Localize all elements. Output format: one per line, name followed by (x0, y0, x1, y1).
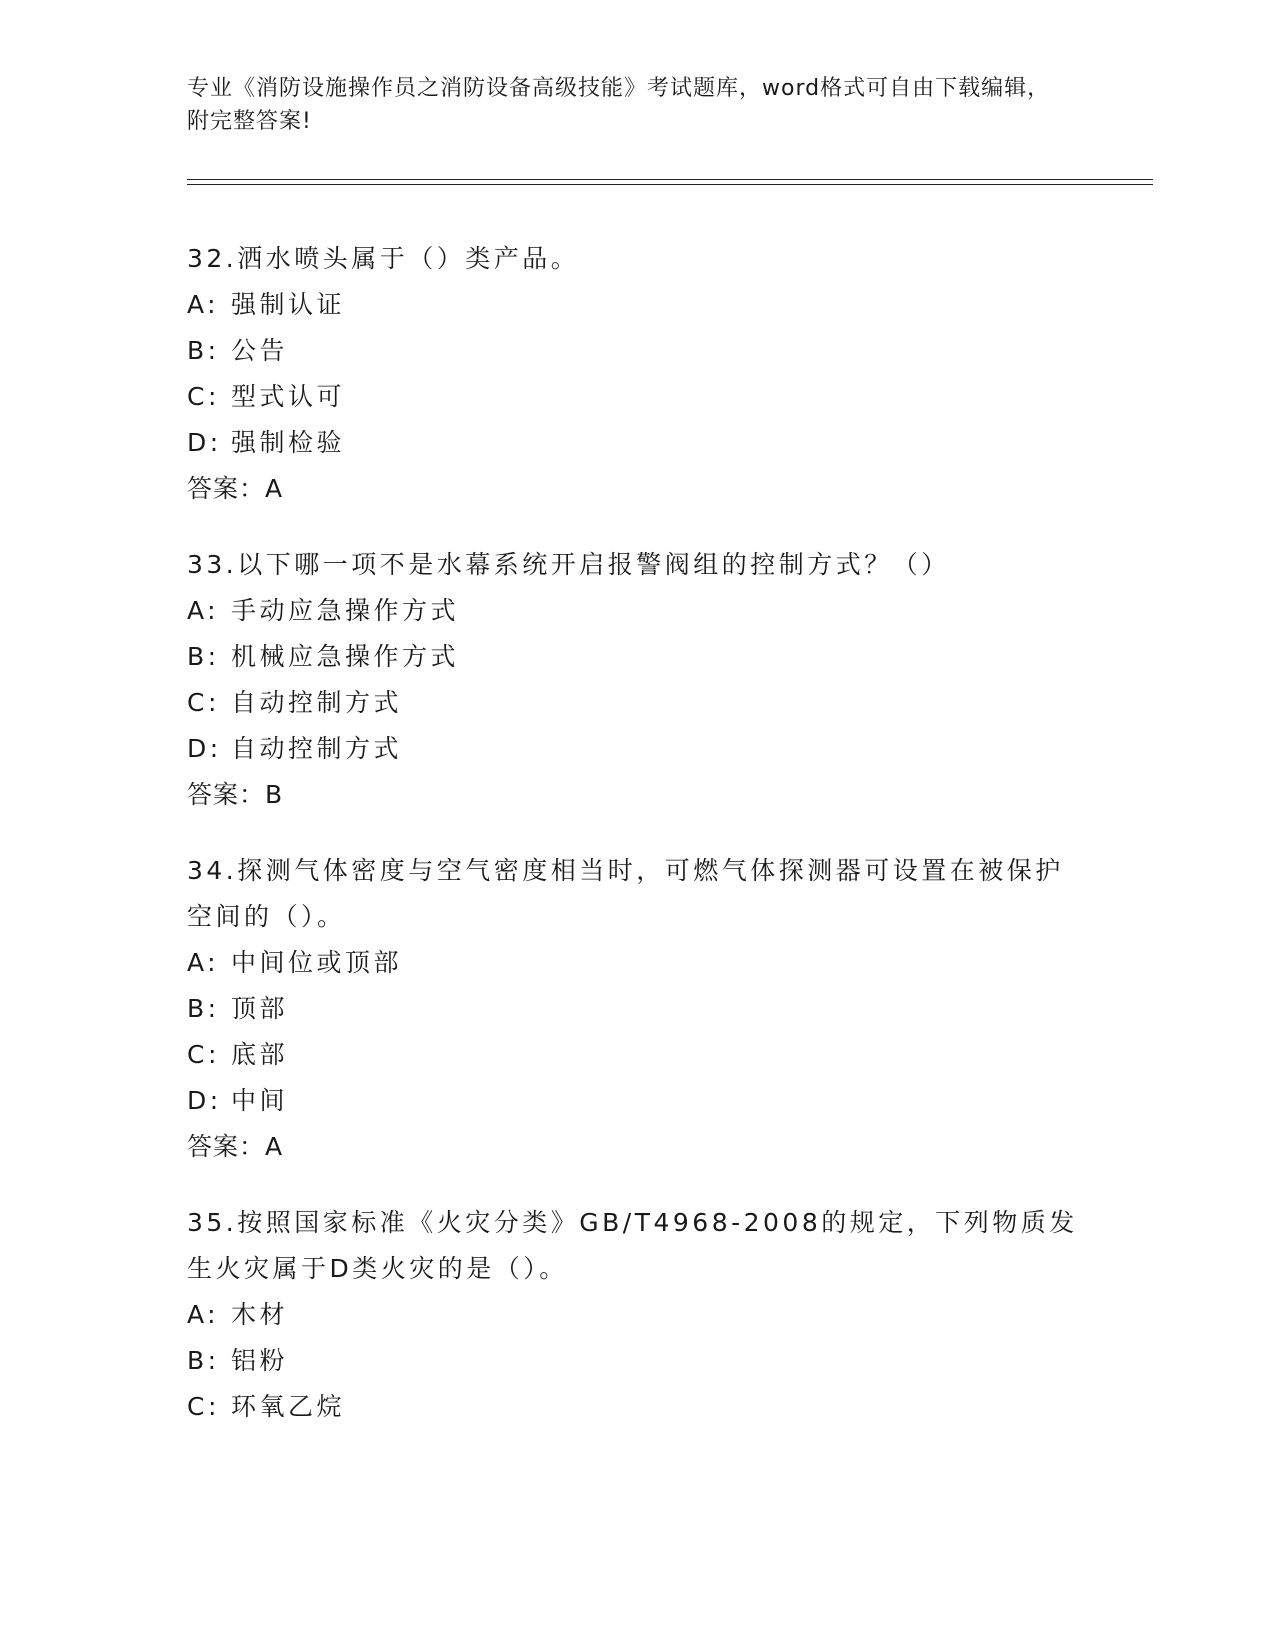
option-text: 底部 (231, 1040, 289, 1069)
option-text: 铝粉 (231, 1346, 289, 1375)
option-key: A: (187, 290, 220, 319)
answer-option (187, 374, 1087, 420)
question-stem: 35.按照国家标准《火灾分类》GB/T4968-2008的规定，下列物质发生火灾属于D类火灾的是（）。 (187, 1208, 1078, 1283)
option-key: A: (187, 596, 220, 625)
question-stem: 34.探测气体密度与空气密度相当时，可燃气体探测器可设置在被保护空间的（）。 (187, 856, 1064, 931)
question-stem: 32.洒水喷头属于（）类产品。 (187, 244, 580, 273)
document-header: 专业《消防设施操作员之消防设备高级技能》考试题库，word格式可自由下载编辑，附完整答案! (187, 76, 1051, 134)
option-text: 中间位或顶部 (231, 948, 403, 977)
answer-option (187, 1338, 1087, 1384)
option-text: 手动应急操作方式 (231, 596, 460, 625)
option-key: C: (187, 1040, 220, 1069)
option-key: C: (187, 1392, 220, 1421)
question-item (187, 1200, 1087, 1430)
question-item (187, 236, 1087, 512)
question-item (187, 542, 1087, 818)
answer-option (187, 328, 1087, 374)
option-key: D: (187, 1086, 222, 1115)
option-text: 顶部 (231, 994, 289, 1023)
option-key: A: (187, 1300, 220, 1329)
answer-option (187, 1292, 1087, 1338)
answer-option (187, 588, 1087, 634)
option-text: 自动控制方式 (231, 734, 403, 763)
option-key: C: (187, 688, 220, 717)
answer-line: 答案：A (187, 1132, 284, 1161)
option-text: 强制检验 (231, 428, 346, 457)
answer-option (187, 726, 1087, 772)
answer-option (187, 986, 1087, 1032)
question-stem: 33.以下哪一项不是水幕系统开启报警阀组的控制方式？（） (187, 550, 950, 579)
answer-option (187, 1032, 1087, 1078)
answer-option (187, 940, 1087, 986)
option-text: 中间 (231, 1086, 289, 1115)
answer-line: 答案：B (187, 780, 284, 809)
answer-option (187, 680, 1087, 726)
answer-option (187, 634, 1087, 680)
option-key: D: (187, 428, 222, 457)
option-text: 环氧乙烷 (231, 1392, 346, 1421)
option-key: D: (187, 734, 222, 763)
answer-line: 答案：A (187, 474, 284, 503)
option-key: B: (187, 642, 220, 671)
option-key: A: (187, 948, 220, 977)
answer-option (187, 1384, 1087, 1430)
option-text: 木材 (231, 1300, 289, 1329)
option-text: 自动控制方式 (231, 688, 403, 717)
option-text: 型式认可 (231, 382, 346, 411)
answer-option (187, 1078, 1087, 1124)
question-item (187, 848, 1087, 1170)
option-key: B: (187, 994, 220, 1023)
option-key: C: (187, 382, 220, 411)
option-key: B: (187, 1346, 220, 1375)
option-text: 公告 (231, 336, 289, 365)
answer-option (187, 282, 1087, 328)
option-key: B: (187, 336, 220, 365)
question-list (187, 236, 1087, 1460)
option-text: 强制认证 (231, 290, 346, 319)
header-divider-top (187, 179, 1153, 180)
header-divider-bottom (187, 184, 1153, 185)
answer-option (187, 420, 1087, 466)
option-text: 机械应急操作方式 (231, 642, 460, 671)
